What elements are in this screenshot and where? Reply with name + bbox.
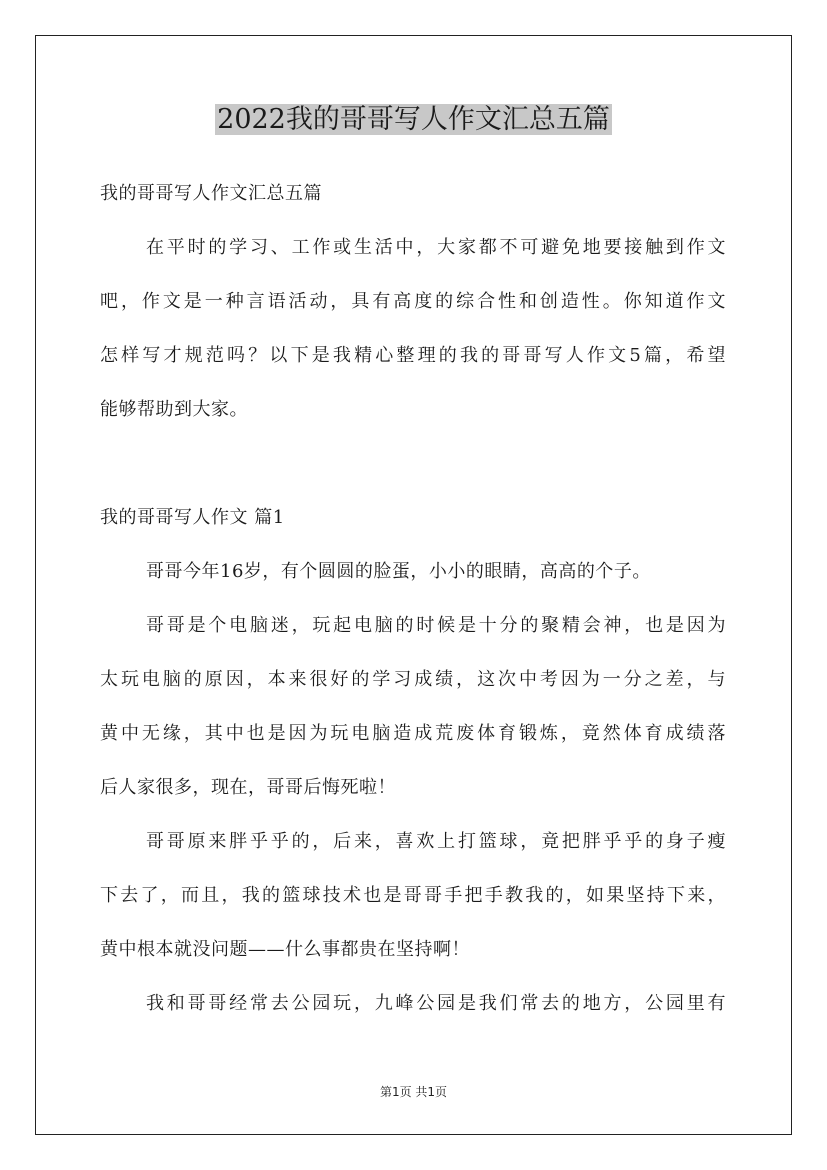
paragraph-line: 哥哥今年16岁，有个圆圆的脸蛋，小小的眼睛，高高的个子。 (146, 561, 651, 582)
paragraph-line: 后人家很多，现在，哥哥后悔死啦！ (100, 777, 396, 798)
paragraph-line: 在平时的学习、工作或生活中，大家都不可避免地要接触到作文 (146, 237, 726, 258)
paragraph-line: 下去了，而且，我的篮球技术也是哥哥手把手教我的，如果坚持下来， (100, 885, 726, 906)
paragraph-line: 怎样写才规范吗？以下是我精心整理的我的哥哥写人作文5篇，希望 (100, 345, 726, 366)
paragraph-line: 哥哥原来胖乎乎的，后来，喜欢上打篮球，竟把胖乎乎的身子瘦 (146, 831, 726, 852)
page-footer: 第1页 共1页 (379, 1085, 448, 1099)
paragraph-line: 哥哥是个电脑迷，玩起电脑的时候是十分的聚精会神，也是因为 (146, 615, 726, 636)
document-title-text: 2022我的哥哥写人作文汇总五篇 (217, 104, 610, 135)
paragraph-line: 太玩电脑的原因，本来很好的学习成绩，这次中考因为一分之差，与 (100, 669, 726, 690)
paragraph-line: 吧，作文是一种言语活动，具有高度的综合性和创造性。你知道作文 (100, 291, 726, 312)
document-body (100, 172, 726, 1036)
paragraph-line: 黄中无缘，其中也是因为玩电脑造成荒废体育锻炼，竟然体育成绩落 (100, 723, 726, 744)
paragraph-line: 能够帮助到大家。 (100, 399, 248, 420)
subtitle-line: 我的哥哥写人作文汇总五篇 (100, 183, 322, 204)
paragraph-line: 黄中根本就没问题——什么事都贵在坚持啊！ (100, 939, 470, 960)
blank-line (100, 442, 726, 496)
section-heading: 我的哥哥写人作文 篇1 (100, 507, 285, 528)
paragraph-line: 我和哥哥经常去公园玩，九峰公园是我们常去的地方，公园里有 (146, 993, 726, 1014)
document-title (0, 100, 827, 140)
